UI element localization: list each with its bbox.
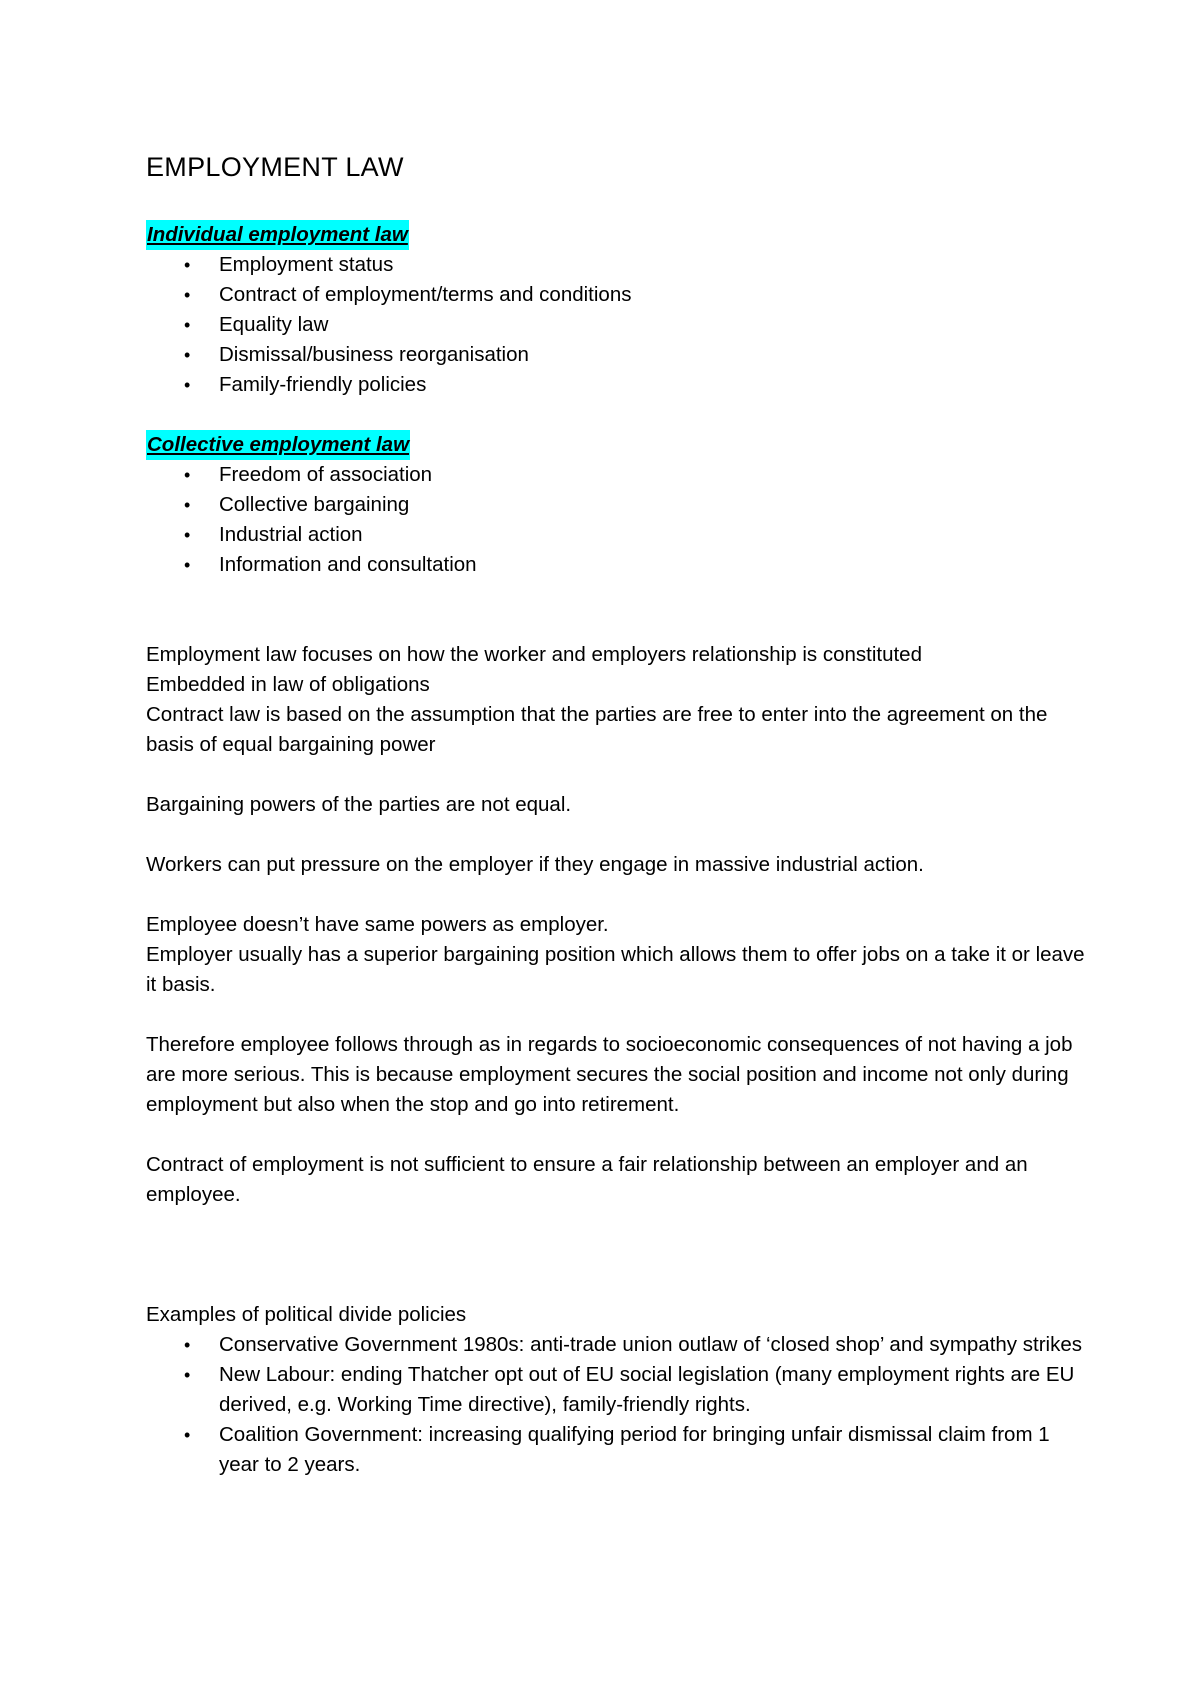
paragraph: Embedded in law of obligations [146,673,430,696]
list-item: • Coalition Government: increasing qualifying period for bringing unfair dismissal claim from 1 year to 2 years. [146,1420,1086,1480]
bullet-icon: • [184,255,191,275]
bullet-icon: • [184,495,191,515]
bullet-icon: • [184,315,191,335]
bullet-icon: • [184,345,191,365]
list-item: • Employment status [146,250,1086,280]
list-item: • Information and consultation [146,550,1086,580]
bullet-icon: • [184,465,191,485]
bullet-icon: • [184,1365,191,1385]
bullet-icon: • [184,285,191,305]
list-item: • Equality law [146,310,1086,340]
political-heading: Examples of political divide policies [146,1303,467,1326]
paragraph: Therefore employee follows through as in regards to socioeconomic consequences of not having a job are more serious. This is because employment secures the social position and income not only during employment but also when the stop and go into retirement. [146,1033,1073,1116]
list-item: • Conservative Government 1980s: anti-trade union outlaw of ‘closed shop’ and sympathy strikes [146,1330,1086,1360]
political-section [146,1300,1086,1480]
bullet-icon: • [184,555,191,575]
list-item: • Contract of employment/terms and conditions [146,280,1086,310]
individual-section [146,220,1086,400]
paragraph: Employee doesn’t have same powers as employer. [146,913,609,936]
collective-list [146,460,1086,580]
list-item: • Family-friendly policies [146,370,1086,400]
list-item: • New Labour: ending Thatcher opt out of EU social legislation (many employment rights are EU derived, e.g. Working Time directive), family-friendly rights. [146,1360,1086,1420]
bullet-icon: • [184,1425,191,1445]
page-title: EMPLOYMENT LAW [146,152,404,182]
individual-list [146,250,1086,400]
list-item: • Industrial action [146,520,1086,550]
list-item: • Collective bargaining [146,490,1086,520]
collective-heading: Collective employment law [146,430,410,460]
collective-section [146,430,1086,580]
individual-heading: Individual employment law [146,220,409,250]
paragraph: Employer usually has a superior bargaining position which allows them to offer jobs on a take it or leave it basis. [146,943,1085,996]
bullet-icon: • [184,375,191,395]
bullet-icon: • [184,1335,191,1355]
body-text [146,640,1086,1300]
paragraph: Contract law is based on the assumption that the parties are free to enter into the agreement on the basis of equal bargaining power [146,703,1048,756]
bullet-icon: • [184,525,191,545]
paragraph: Employment law focuses on how the worker and employers relationship is constituted [146,643,922,666]
paragraph: Contract of employment is not sufficient to ensure a fair relationship between an employer and an employee. [146,1153,1028,1206]
list-item: • Dismissal/business reorganisation [146,340,1086,370]
paragraph: Bargaining powers of the parties are not equal. [146,793,572,816]
document-page [146,150,1086,1510]
political-list [146,1330,1086,1480]
paragraph: Workers can put pressure on the employer if they engage in massive industrial action. [146,853,924,876]
list-item: • Freedom of association [146,460,1086,490]
